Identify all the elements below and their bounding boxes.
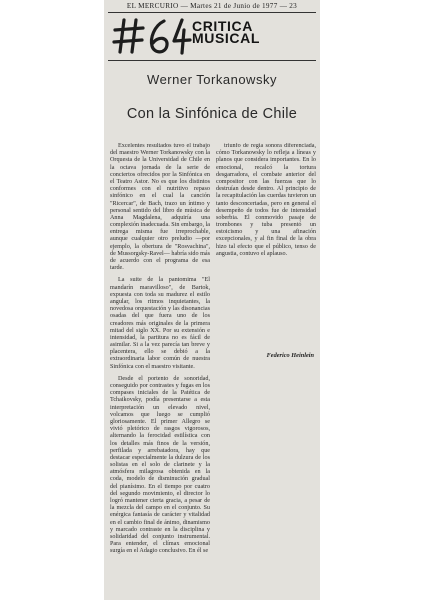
masthead-rule	[108, 12, 316, 13]
section-title	[192, 20, 312, 44]
article-column-left	[110, 143, 210, 600]
section-title-line2: MUSICAL	[192, 30, 260, 46]
handwritten-mark	[112, 16, 192, 56]
author-signature: Federico Heinlein	[266, 352, 314, 359]
section-title-line1: CRITICA	[192, 18, 253, 34]
paragraph: triunfo de regia sonora diferenciada, cómo Torkanowsky lo refleja a líneas y planos que considera importantes. En lo emocional, recalcó la tortura desgarradora, el combate anterior del compositor con las fuerzas que lo destruían desde dentro. Al principio de la recapitulación las cuerdas tuvieron un tanto desconcertadas, pero en general el desempeño de todos fue de intensidad soberbia. El conmovido pasaje de trombones y tuba presentó un estoicismo y una afinación excepcionales, y al fin final de la obra hizo tal efecto que el público, tenso de angustia, contuvo el aplauso.	[216, 143, 316, 257]
headline: Werner Torkanowsky	[147, 72, 277, 87]
masthead-line: EL MERCURIO — Martes 21 de Junio de 1977 — 23	[126, 2, 298, 10]
newspaper-clipping	[104, 0, 320, 600]
paragraph: La suite de la pantomima "El mandarín maravilloso", de Bartok, expuesta con toda su madurez el estilo angular, los ritmos inquietantes, la novedosa orquestación y las disonancias osadas del que fuera uno de los creadores más originales de la primera mitad del siglo XX. Por su extensión e intensidad, la partitura no es fácil de asimilar. Si a la vez parecía tan breve y placentera, ello se debió a la extraordinaria labor común de nuestra Sinfónica con el maestro visitante.	[110, 277, 210, 370]
paragraph: Excelentes resultados tuvo el trabajo del maestro Werner Torkanowsky con la Orquesta de la Universidad de Chile en la octava jornada de la serie de conciertos ofrecidos por la Sinfónica en el Teatro Astor. No es que los distintos conformes con el nutritivo repaso sinfónico en el cual la canción "Ricercar", de Bach, trazo un íntimo y personal sentido del libro de música de Anna Magdalena, adquiría una complexión inadecuada. Sin embargo, la entrega misma fue irreprochable, aunque cualquier otro preludio —por ejemplo, la obertura de "Rosvachina", de Mussorgsky-Ravel— habría sido más de acuerdo con el programa de esa tarde.	[110, 143, 210, 272]
paragraph: Desde el portento de sonoridad, conseguido por contrastes y fugas en los compases iniciales de la Patética de Tchaikovsky, podía presentarse a esta interpretación un elevado nivel, volcamos que luego se cumplió gloriosamente. El primer Allegro se vivió pletórico de rasgos vigorosos, alternando la ferocidad estilística con los detalles más finos de la versión, perfilada y arrebatadora, hay que destacar especialmente la dulzura de los solistas en el solo de clarinete y la atmósfera milagrosa obtenida en la coda, modelo de disminución gradual del pianísimo. En el tiempo por cuatro del segundo movimiento, el director lo logró mantener cierta gracia, a pesar de la mezcla del campo en el conjunto. Su enérgica fantasía de carácter y vitalidad en el cambio final de ánimo, dinamismo y marcado contraste en la disciplina y solidaridad del conjunto instrumental. Para entender, el clímax emocional surgía en el Adagio conclusivo. En él se	[110, 375, 210, 555]
subheadline: Con la Sinfónica de Chile	[126, 106, 298, 122]
article-column-right	[216, 143, 316, 343]
section-rule	[108, 60, 316, 61]
